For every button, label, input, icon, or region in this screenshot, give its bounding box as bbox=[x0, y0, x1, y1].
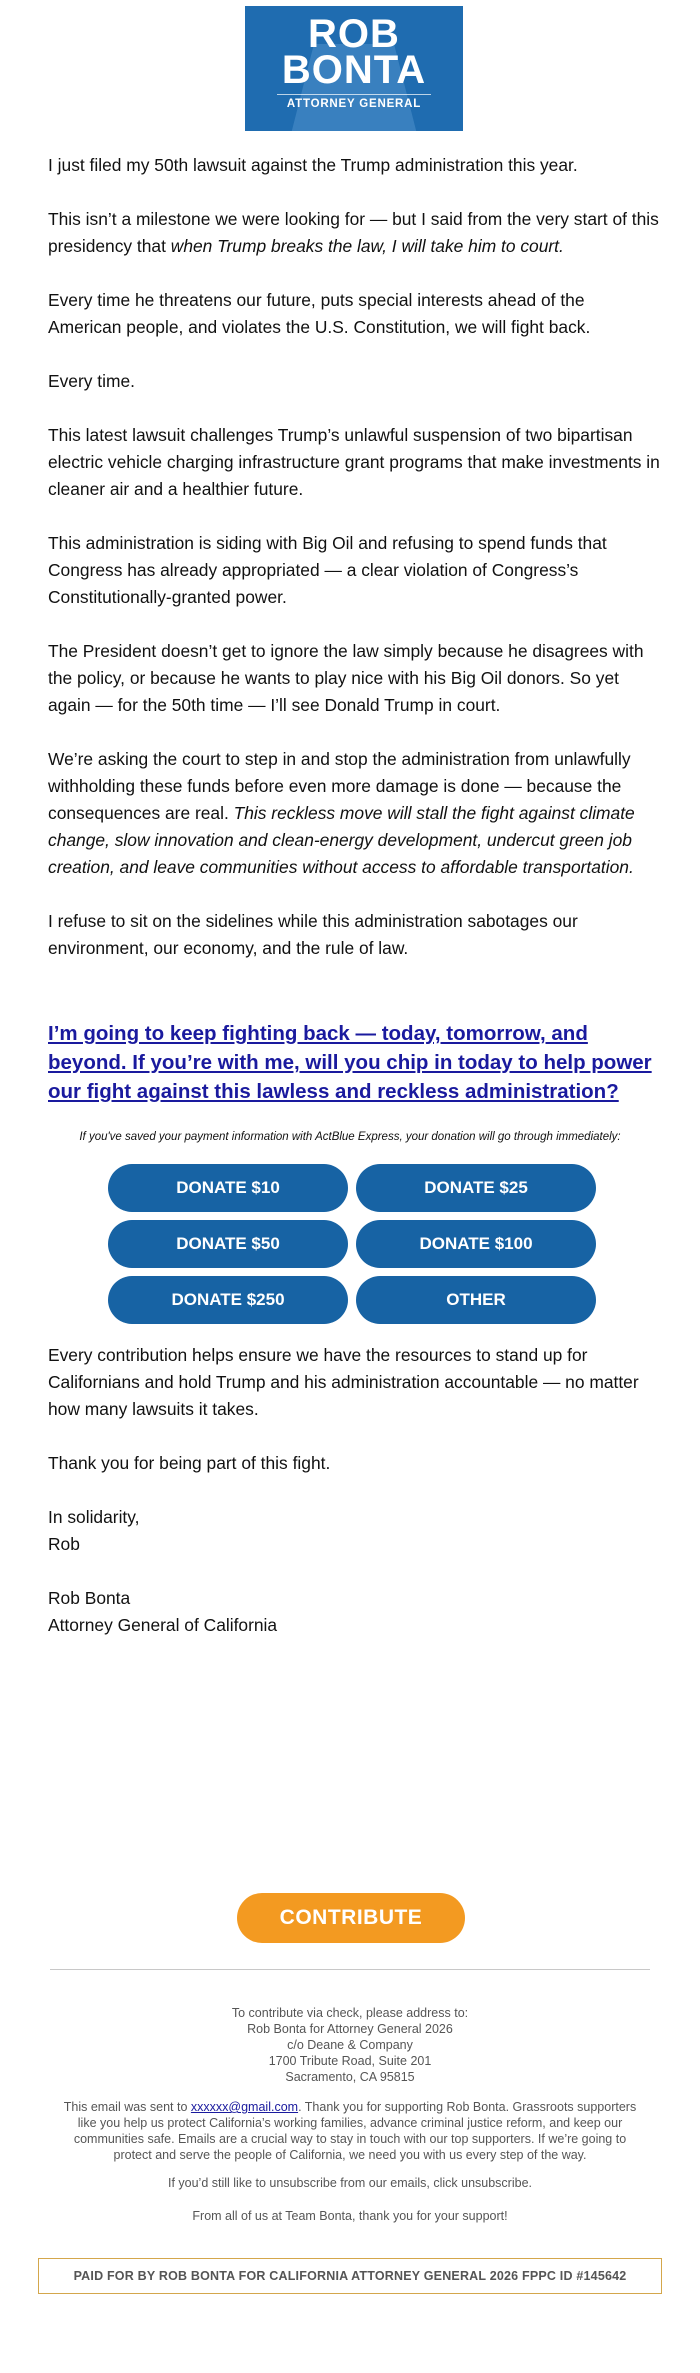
paragraph-6: This administration is siding with Big Oil and refusing to spend funds that Congress has already appropriated — a clear violation of Congress’s Constitutionally-granted power. bbox=[48, 533, 607, 607]
address-line-3: 1700 Tribute Road, Suite 201 bbox=[268, 2054, 432, 2068]
logo-name-line2: BONTA bbox=[281, 48, 427, 92]
donate-25-button[interactable]: DONATE $25 bbox=[356, 1164, 596, 1212]
address-line-4: Sacramento, CA 95815 bbox=[285, 2070, 415, 2084]
paragraph-8 bbox=[48, 746, 660, 881]
closing-paragraph-1: Every contribution helps ensure we have the resources to stand up for Californians and hold Trump and his administration accountable — no matter how many lawsuits it takes. bbox=[48, 1345, 639, 1419]
email-notice bbox=[60, 2099, 640, 2163]
contribute-button[interactable]: CONTRIBUTE bbox=[237, 1893, 465, 1943]
logo-subtitle: ATTORNEY GENERAL bbox=[277, 94, 431, 110]
team-thanks: From all of us at Team Bonta, thank you for your support! bbox=[192, 2209, 508, 2223]
paragraph-3: Every time he threatens our future, puts special interests ahead of the American people, and violates the U.S. Constitution, we will fight back. bbox=[48, 290, 591, 337]
paragraph-4: Every time. bbox=[48, 371, 135, 391]
donate-250-button[interactable]: DONATE $250 bbox=[108, 1276, 348, 1324]
signature-block bbox=[48, 1585, 660, 1639]
paragraph-5: This latest lawsuit challenges Trump’s unlawful suspension of two bipartisan electric vehicle charging infrastructure grant programs that make investments in cleaner air and a healthier future. bbox=[48, 425, 660, 499]
fight-back-donate-link[interactable]: I’m going to keep fighting back — today, tomorrow, and beyond. If you’re with me, will you chip in today to help power our fight against this lawless and reckless administration? bbox=[48, 1022, 652, 1103]
footer-divider bbox=[50, 1969, 650, 1970]
paragraph-8-emphasis: This reckless move will stall the fight against climate change, slow innovation and clean-energy development, undercut green job creation, and leave communities without access to affordable transportation. bbox=[48, 803, 635, 877]
unsubscribe-text[interactable]: If you’d still like to unsubscribe from our emails, click unsubscribe. bbox=[167, 2176, 533, 2190]
sign-off-salutation: In solidarity, bbox=[48, 1507, 140, 1527]
paid-for-disclaimer: PAID FOR BY ROB BONTA FOR CALIFORNIA ATTORNEY GENERAL 2026 FPPC ID #145642 bbox=[38, 2258, 662, 2294]
donate-50-button[interactable]: DONATE $50 bbox=[108, 1220, 348, 1268]
paragraph-2 bbox=[48, 206, 660, 260]
address-line-1: Rob Bonta for Attorney General 2026 bbox=[247, 2022, 453, 2036]
paragraph-2-text: This isn’t a milestone we were looking for — but I said from the very start of this presidency that bbox=[48, 209, 659, 256]
check-address-block bbox=[60, 2005, 640, 2085]
paragraph-7: The President doesn’t get to ignore the law simply because he disagrees with the policy, or because he wants to play nice with his Big Oil donors. So yet again — for the 50th time — I’ll see Donald Trump in court. bbox=[48, 641, 644, 715]
paragraph-2-emphasis: when Trump breaks the law, I will take him to court. bbox=[170, 236, 564, 256]
paragraph-1: I just filed my 50th lawsuit against the Trump administration this year. bbox=[48, 155, 578, 175]
sign-off bbox=[48, 1504, 660, 1558]
sign-off-name: Rob bbox=[48, 1534, 80, 1554]
donate-10-button[interactable]: DONATE $10 bbox=[108, 1164, 348, 1212]
rob-bonta-logo bbox=[245, 6, 463, 131]
recipient-email-link[interactable]: xxxxxx@gmail.com bbox=[190, 2100, 299, 2114]
sent-to-suffix: . Thank you for supporting Rob Bonta. Grassroots supporters like you help us protect California’s working families, advance criminal justice reform, and keep our communities safe. Emails are a crucial way to stay in touch with our top supporters. If we’re going to protect and serve the people of California, we need you with us every step of the way. bbox=[73, 2100, 637, 2162]
address-line-2: c/o Deane & Company bbox=[287, 2038, 413, 2052]
paragraph-8-text: We’re asking the court to step in and stop the administration from unlawfully withholding these funds before even more damage is done — because the consequences are real. bbox=[48, 749, 631, 823]
closing-paragraph-2: Thank you for being part of this fight. bbox=[48, 1453, 331, 1473]
check-intro: To contribute via check, please address to: bbox=[231, 2006, 469, 2020]
paragraph-9: I refuse to sit on the sidelines while this administration sabotages our environment, our economy, and the rule of law. bbox=[48, 911, 578, 958]
logo-name-line1: ROB bbox=[308, 12, 400, 56]
closing-text bbox=[48, 1342, 660, 1666]
email-body bbox=[48, 152, 660, 989]
sent-to-prefix: This email was sent to bbox=[63, 2100, 191, 2114]
signature-name: Rob Bonta bbox=[48, 1588, 131, 1608]
donate-other-button[interactable]: OTHER bbox=[356, 1276, 596, 1324]
donate-100-button[interactable]: DONATE $100 bbox=[356, 1220, 596, 1268]
signature-title: Attorney General of California bbox=[48, 1615, 278, 1635]
actblue-express-note: If you've saved your payment information with ActBlue Express, your donation will go through immediately: bbox=[79, 1131, 621, 1143]
